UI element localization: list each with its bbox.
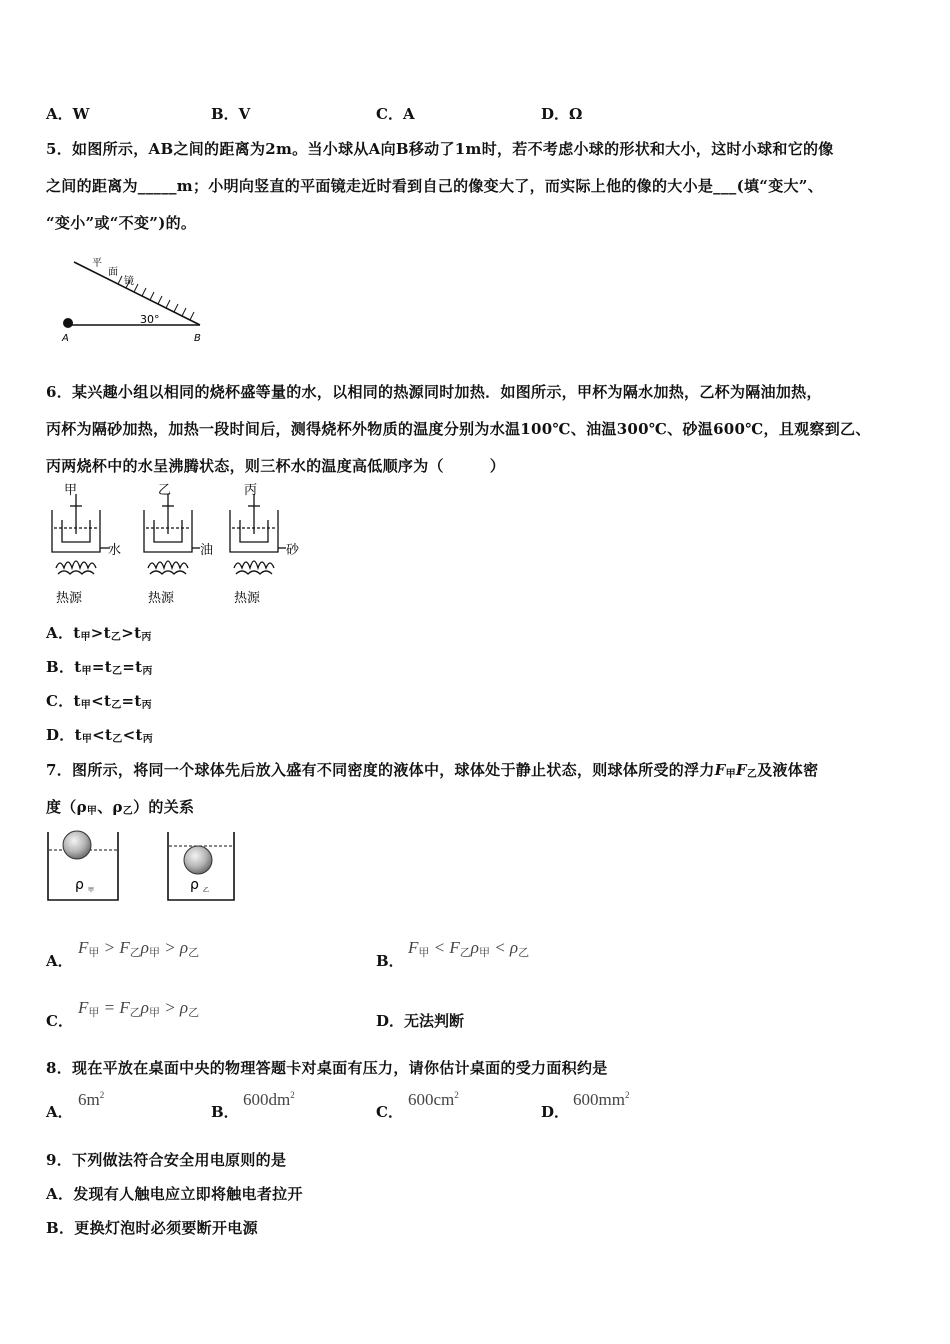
- q6-cup-yi: [144, 494, 200, 574]
- q4-option-c: C．A: [376, 105, 415, 123]
- q6-beakers-figure: [40, 482, 310, 608]
- q8-stem: 8．现在平放在桌面中央的物理答题卡对桌面有压力，请你估计桌面的受力面积约是: [46, 1059, 608, 1077]
- q4-option-a: A．W: [46, 105, 90, 123]
- q4-option-b: B．V: [211, 105, 251, 123]
- q6-cup-yi-label: 乙: [158, 483, 172, 498]
- q7-option-a-formula: F甲 > F乙ρ甲 > ρ乙: [78, 938, 200, 959]
- q5-mirror-figure: [56, 252, 216, 344]
- q7-option-a-label: A．: [46, 952, 73, 970]
- q9-stem: 9．下列做法符合安全用电原则的是: [46, 1151, 287, 1169]
- q6-option-d: D．$t_甲<t_乙<t_丙$: [46, 726, 153, 745]
- q7-option-b-formula: F甲 < F乙ρ甲 < ρ乙: [408, 938, 530, 959]
- q7-stem-line1: 7．图所示，将同一个球体先后放入盛有不同密度的液体中，球体处于静止状态，则球体所受的浮力$F_甲F_乙$及液体密: [46, 761, 819, 780]
- q6-cup-bing-medium: 砂: [286, 543, 300, 558]
- q8-option-a-value: $6m^2$: [78, 1090, 105, 1109]
- q5-point-a: A: [62, 333, 69, 344]
- q8-option-b-label: B．: [211, 1103, 239, 1121]
- q7-containers-figure: [44, 826, 244, 904]
- q7-left-rho: ρ: [75, 877, 84, 893]
- q7-option-c-label: C．: [46, 1012, 73, 1030]
- q7-option-c-formula: F甲 = F乙ρ甲 > ρ乙: [78, 998, 200, 1019]
- q5-stem-line2: 之间的距离为_____m；小明向竖直的平面镜走近时看到自己的像变大了，而实际上他的像的大小是___(填“变大”、: [46, 177, 824, 195]
- q6-cup-bing-source: 热源: [234, 591, 261, 606]
- q8-option-a-label: A．: [46, 1103, 73, 1121]
- q5-label-jing: 镜: [124, 276, 134, 287]
- q8-option-b-value: $600dm^2$: [243, 1090, 295, 1109]
- q7-right-rho: ρ: [190, 877, 199, 893]
- q6-cup-jia-medium: 水: [108, 543, 122, 558]
- q6-stem-line1: 6．某兴趣小组以相同的烧杯盛等量的水，以相同的热源同时加热．如图所示，甲杯为隔水加热，乙杯为隔油加热，: [46, 383, 822, 401]
- q7-right-container: [168, 832, 234, 900]
- q7-option-d: D．无法判断: [376, 1012, 465, 1030]
- q8-option-c-label: C．: [376, 1103, 403, 1121]
- q7-left-rho-sub: 甲: [88, 887, 95, 894]
- q6-option-b: B．$t_甲=t_乙=t_丙$: [46, 658, 153, 677]
- q6-option-c: C．$t_甲<t_乙=t_丙$: [46, 692, 152, 711]
- q8-option-d-value: $600mm^2$: [573, 1090, 630, 1109]
- q4-option-d: D．Ω: [541, 105, 583, 123]
- q6-cup-bing: [230, 494, 286, 574]
- q6-cup-yi-source: 热源: [148, 591, 175, 606]
- q6-stem-line2: 丙杯为隔砂加热，加热一段时间后，测得烧杯外物质的温度分别为水温100℃、油温300℃、砂温600℃，且观察到乙、: [46, 420, 871, 438]
- q7-right-rho-sub: 乙: [203, 887, 210, 894]
- q9-option-b: B．更换灯泡时必须要断开电源: [46, 1219, 258, 1237]
- q5-stem-line1: 5．如图所示，AB之间的距离为2m。当小球从A向B移动了1m时，若不考虑小球的形状和大小，这时小球和它的像: [46, 140, 834, 158]
- q8-option-d-label: D．: [541, 1103, 570, 1121]
- q5-stem-line3: “变小”或“不变”)的。: [46, 214, 197, 232]
- q5-label-ping: 平: [92, 258, 102, 269]
- q6-cup-jia: [52, 494, 110, 574]
- q5-angle-label: 30°: [140, 313, 160, 326]
- q5-point-b: B: [194, 333, 201, 344]
- q6-cup-jia-label: 甲: [64, 483, 78, 498]
- q6-stem-line3: 丙两烧杯中的水呈沸腾状态，则三杯水的温度高低顺序为（ ）: [46, 457, 506, 475]
- q6-option-a: A．$t_甲>t_乙>t_丙$: [46, 624, 152, 643]
- q6-cup-jia-source: 热源: [56, 591, 83, 606]
- q9-option-a: A．发现有人触电应立即将触电者拉开: [46, 1185, 303, 1203]
- q5-label-mian: 面: [108, 267, 118, 278]
- q6-cup-yi-medium: 油: [200, 543, 214, 558]
- q7-stem-line2: 度（$\rho_甲$、$\rho_乙$）的关系: [46, 798, 195, 817]
- q7-left-container: [48, 831, 118, 900]
- q6-cup-bing-label: 丙: [244, 483, 258, 498]
- q8-option-c-value: $600cm^2$: [408, 1090, 459, 1109]
- q7-option-b-label: B．: [376, 952, 404, 970]
